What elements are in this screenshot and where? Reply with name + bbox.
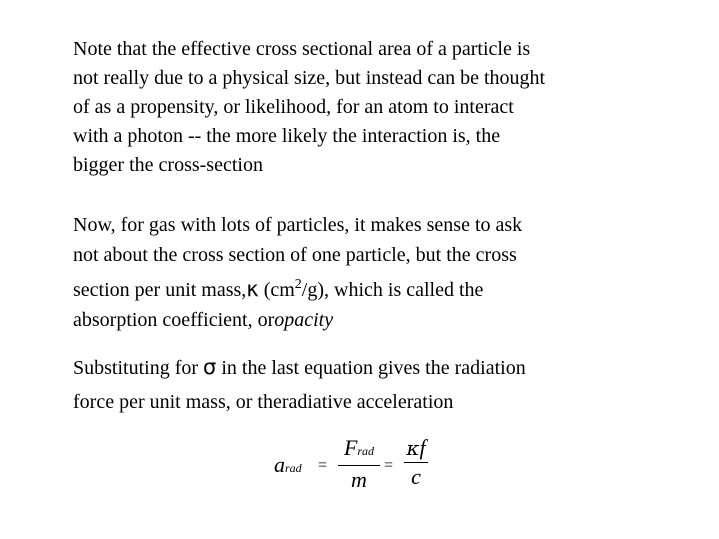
- radiative-acceleration-equation: [270, 430, 440, 500]
- text-line: bigger the cross-section: [73, 154, 263, 176]
- paragraph-opacity-definition: [73, 210, 522, 335]
- unit-exponent: 2: [294, 277, 302, 292]
- lhs-variable: a: [274, 452, 285, 477]
- fraction-denominator: m: [351, 467, 367, 492]
- fraction-bar: [404, 462, 428, 463]
- text-line: not about the cross section of one particle, but the cross: [73, 244, 517, 266]
- text-line-kappa: [73, 270, 522, 305]
- fraction-bar: [338, 465, 380, 466]
- text-segment: Substituting for: [73, 357, 199, 379]
- text-segment: absorption coefficient, or: [73, 309, 275, 331]
- force-subscript: rad: [357, 444, 375, 458]
- fraction-numerator: [404, 436, 428, 460]
- text-segment: in the last equation gives the radiation: [216, 357, 526, 379]
- text-line: Now, for gas with lots of particles, it makes sense to ask: [73, 214, 523, 236]
- lhs-subscript: rad: [285, 461, 302, 475]
- paragraph-radiative-acceleration: [73, 350, 526, 419]
- text-line: with a photon -- the more likely the interaction is, the: [73, 125, 501, 147]
- paragraph-cross-section-note: [73, 35, 545, 180]
- text-line: Note that the effective cross sectional area of a particle is: [73, 38, 531, 60]
- equals-sign: =: [384, 457, 394, 474]
- flux-variable: f: [419, 435, 426, 460]
- kappa-symbol: κ: [246, 277, 259, 301]
- text-line-acceleration: [73, 385, 526, 419]
- opacity-term: opacity: [274, 309, 334, 331]
- force-variable: F: [343, 435, 358, 460]
- text-line: of as a propensity, or likelihood, for an atom to interact: [73, 96, 514, 118]
- radiative-acceleration-term: radiative acceleration: [281, 391, 454, 413]
- sigma-symbol: σ: [203, 355, 217, 379]
- fraction-force-over-mass: [338, 436, 380, 492]
- unit-close: /g),: [301, 279, 330, 301]
- unit-open: (cm: [258, 279, 295, 301]
- text-segment: which is called the: [329, 279, 484, 301]
- fraction-kappa-f-over-c: [404, 436, 428, 489]
- text-line-opacity: [73, 305, 522, 335]
- text-line: not really due to a physical size, but instead can be thought: [73, 67, 546, 89]
- text-segment: section per unit mass,: [73, 279, 247, 301]
- fraction-denominator: c: [411, 464, 421, 489]
- fraction-numerator: [338, 436, 380, 463]
- kappa-symbol: κ: [406, 436, 420, 460]
- equals-sign: =: [318, 457, 328, 474]
- text-segment: force per unit mass, or the: [73, 391, 282, 413]
- text-line-sigma: [73, 350, 526, 385]
- equation-lhs: [274, 452, 302, 478]
